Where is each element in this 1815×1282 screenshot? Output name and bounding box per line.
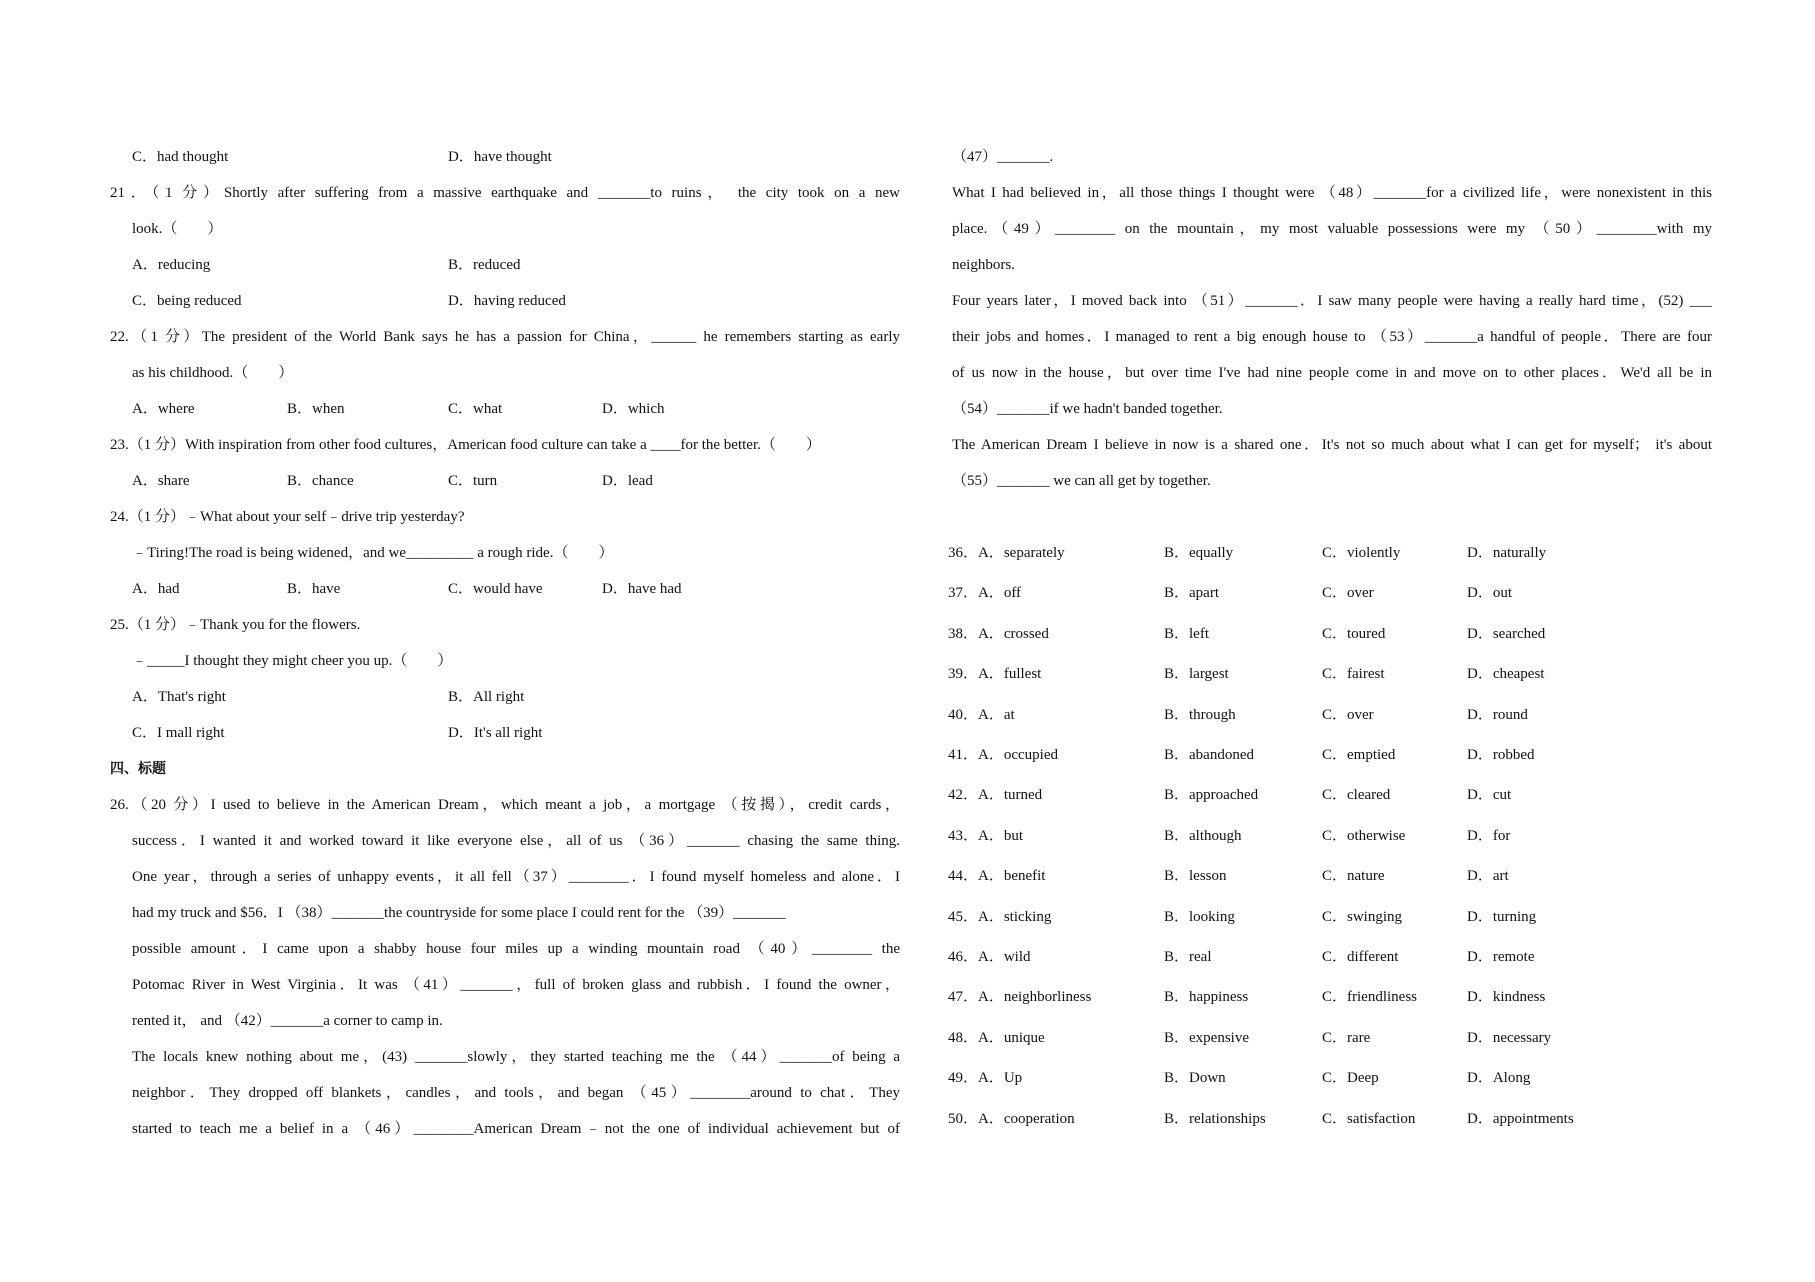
- option-choice-b: B．apart: [1164, 585, 1219, 602]
- passage-line-9: neighbor．They dropped off blankets，candles，and tools，and began （45）________around to chat．They: [132, 1085, 900, 1101]
- table-row: [948, 746, 1748, 764]
- passage-line-15: Four years later，I moved back into （51）_______．I saw many people were having a really hard time，(52) ___: [952, 293, 1712, 309]
- option-number: 45．: [948, 908, 979, 925]
- option-choice-d: D．cheapest: [1467, 666, 1545, 683]
- option-choice-b: B．lesson: [1164, 868, 1227, 885]
- option-choice-c: C．over: [1322, 706, 1374, 723]
- option-number: 41．: [948, 747, 979, 763]
- option-number: 49．: [948, 1070, 979, 1087]
- option-choice-c: C．different: [1322, 949, 1399, 965]
- option-21d: D．having reduced: [448, 293, 566, 309]
- table-row: [948, 1069, 1748, 1087]
- section-heading: 四、标题: [110, 761, 166, 777]
- passage-line-5: possible amount．I came upon a shabby house four miles up a winding mountain road （40）________ the: [132, 941, 900, 957]
- option-choice-c: C．Deep: [1322, 1070, 1379, 1087]
- option-choice-c: C．swinging: [1322, 908, 1403, 925]
- question-21: 21．（1 分）Shortly after suffering from a massive earthquake and _______to ruins， the city took on a new: [110, 185, 900, 201]
- option-23b: B．chance: [287, 473, 354, 489]
- option-choice-c: C．friendliness: [1322, 989, 1417, 1006]
- passage-line-17: of us now in the house，but over time I've had nine people come in and move on to other places．We'd all be in: [952, 365, 1712, 381]
- passage-line-1: 26.（20 分）I used to believe in the American Dream，which meant a job，a mortgage （按揭），credit cards，: [110, 797, 900, 813]
- passage-line-2: success．I wanted it and worked toward it like everyone else，all of us （36）_______ chasing the same thing.: [132, 833, 900, 849]
- option-24c: C．would have: [448, 581, 543, 597]
- passage-line-4: had my truck and $56．I （38）_______the countryside for some place I could rent for the （39）_______: [132, 905, 786, 921]
- option-number: 40．: [948, 706, 979, 723]
- question-25: 25.（1 分）﹣Thank you for the flowers.: [110, 617, 361, 633]
- option-choice-a: A．separately: [978, 545, 1065, 561]
- option-number: 46．: [948, 949, 979, 965]
- option-choice-d: D．remote: [1467, 949, 1535, 965]
- question-22: 22.（1 分）The president of the World Bank says he has a passion for China，______ he remembers starting as early: [110, 329, 900, 345]
- table-row: [948, 948, 1748, 966]
- option-choice-d: D．art: [1467, 868, 1509, 885]
- option-choice-c: C．violently: [1322, 545, 1401, 561]
- table-row: [948, 827, 1748, 845]
- passage-line-18: （54）_______if we hadn't banded together.: [952, 401, 1223, 417]
- option-24b: B．have: [287, 581, 341, 597]
- table-row: [948, 625, 1748, 643]
- passage-line-20: （55）_______ we can all get by together.: [952, 473, 1211, 489]
- option-22c: C．what: [448, 401, 503, 417]
- question-25-cont: ﹣_____I thought they might cheer you up.（ ）: [132, 653, 453, 669]
- option-choice-a: A．off: [978, 585, 1022, 602]
- option-choice-b: B．happiness: [1164, 989, 1249, 1006]
- option-25c: C．I mall right: [132, 725, 225, 741]
- question-22-cont: as his childhood.（ ）: [132, 365, 294, 381]
- option-number: 37．: [948, 585, 979, 602]
- passage-line-16: their jobs and homes．I managed to rent a big enough house to （53）_______a handful of people．There are four: [952, 329, 1712, 345]
- option-20d: D．have thought: [448, 149, 552, 165]
- option-25d: D．It's all right: [448, 725, 543, 741]
- option-choice-b: B．real: [1164, 949, 1212, 965]
- option-24a: A．had: [132, 581, 180, 597]
- option-choice-b: B．equally: [1164, 545, 1234, 561]
- option-25b: B．All right: [448, 689, 525, 705]
- option-choice-d: D．round: [1467, 706, 1528, 723]
- option-25a: A．That's right: [132, 689, 226, 705]
- table-row: [948, 1110, 1748, 1128]
- option-choice-a: A．at: [978, 706, 1015, 723]
- passage-line-19: The American Dream I believe in now is a shared one．It's not so much about what I can get for myself； it's about: [952, 437, 1712, 453]
- option-number: 39．: [948, 666, 979, 683]
- option-number: 43．: [948, 827, 979, 844]
- question-24-cont: ﹣Tiring!The road is being widened，and we_________ a rough ride.（ ）: [132, 545, 614, 561]
- option-choice-b: B．left: [1164, 625, 1209, 642]
- option-choice-c: C．otherwise: [1322, 827, 1406, 844]
- option-22b: B．when: [287, 401, 345, 417]
- option-choice-b: B．relationships: [1164, 1110, 1266, 1127]
- passage-line-11: （47）_______.: [952, 149, 1054, 165]
- option-choice-a: A．unique: [978, 1029, 1045, 1046]
- option-23d: D．lead: [602, 473, 653, 489]
- table-row: [948, 867, 1748, 885]
- option-21a: A．reducing: [132, 257, 211, 273]
- option-24d: D．have had: [602, 581, 682, 597]
- option-choice-b: B．abandoned: [1164, 747, 1254, 763]
- option-22a: A．where: [132, 401, 195, 417]
- option-choice-b: B．approached: [1164, 787, 1259, 804]
- option-choice-d: D．naturally: [1467, 545, 1547, 561]
- question-23: 23.（1 分）With inspiration from other food cultures，American food culture can take a ____for the better.（ ）: [110, 437, 821, 453]
- table-row: [948, 706, 1748, 724]
- option-choice-a: A．sticking: [978, 908, 1052, 925]
- option-number: 48．: [948, 1029, 979, 1046]
- option-choice-d: D．appointments: [1467, 1110, 1574, 1127]
- option-choice-a: A．turned: [978, 787, 1043, 804]
- option-choice-a: A．crossed: [978, 625, 1049, 642]
- option-23a: A．share: [132, 473, 190, 489]
- option-choice-c: C．toured: [1322, 625, 1386, 642]
- table-row: [948, 988, 1748, 1006]
- option-choice-c: C．cleared: [1322, 787, 1391, 804]
- passage-line-7: rented it， and （42）_______a corner to camp in.: [132, 1013, 443, 1029]
- passage-line-13: place.（49）________ on the mountain，my most valuable possessions were my （50）________with my: [952, 221, 1712, 237]
- option-choice-a: A．Up: [978, 1070, 1023, 1087]
- option-number: 44．: [948, 868, 979, 885]
- option-choice-a: A．fullest: [978, 666, 1042, 683]
- passage-line-12: What I had believed in，all those things I thought were （48）_______for a civilized life，were nonexistent in this: [952, 185, 1712, 201]
- option-choice-c: C．nature: [1322, 868, 1385, 885]
- option-number: 42．: [948, 787, 979, 804]
- passage-line-8: The locals knew nothing about me，(43) _______slowly，they started teaching me the （44）_______of being a: [132, 1049, 900, 1065]
- option-choice-d: D．turning: [1467, 908, 1537, 925]
- option-number: 50．: [948, 1110, 979, 1127]
- option-choice-a: A．wild: [978, 949, 1031, 965]
- passage-line-6: Potomac River in West Virginia．It was （41）_______，full of broken glass and rubbish．I found the owner，: [132, 977, 900, 993]
- option-choice-b: B．although: [1164, 827, 1242, 844]
- option-choice-d: D．out: [1467, 585, 1513, 602]
- option-choice-d: D．searched: [1467, 625, 1546, 642]
- passage-line-14: neighbors.: [952, 257, 1015, 273]
- option-choice-b: B．looking: [1164, 908, 1235, 925]
- table-row: [948, 1029, 1748, 1047]
- passage-line-10: started to teach me a belief in a （46）________American Dream﹣not the one of individual achievement but of: [132, 1121, 900, 1137]
- option-20c: C．had thought: [132, 149, 229, 165]
- option-number: 47．: [948, 989, 979, 1006]
- table-row: [948, 584, 1748, 602]
- table-row: [948, 665, 1748, 683]
- option-choice-c: C．satisfaction: [1322, 1110, 1416, 1127]
- table-row: [948, 544, 1748, 562]
- option-choice-d: D．necessary: [1467, 1029, 1552, 1046]
- option-choice-a: A．but: [978, 827, 1024, 844]
- option-choice-a: A．benefit: [978, 868, 1046, 885]
- question-21-cont: look.（ ）: [132, 221, 223, 237]
- option-choice-d: D．cut: [1467, 787, 1512, 804]
- option-choice-d: D．robbed: [1467, 747, 1535, 763]
- option-21b: B．reduced: [448, 257, 521, 273]
- option-choice-b: B．largest: [1164, 666, 1229, 683]
- table-row: [948, 908, 1748, 926]
- option-choice-d: D．Along: [1467, 1070, 1531, 1087]
- option-23c: C．turn: [448, 473, 498, 489]
- answer-options-table: [948, 544, 1748, 1144]
- option-choice-d: D．for: [1467, 827, 1511, 844]
- option-choice-c: C．over: [1322, 585, 1374, 602]
- option-choice-c: C．fairest: [1322, 666, 1385, 683]
- option-choice-d: D．kindness: [1467, 989, 1546, 1006]
- option-choice-b: B．through: [1164, 706, 1236, 723]
- option-choice-c: C．rare: [1322, 1029, 1371, 1046]
- table-row: [948, 786, 1748, 804]
- option-22d: D．which: [602, 401, 665, 417]
- option-choice-a: A．neighborliness: [978, 989, 1092, 1006]
- option-choice-a: A．cooperation: [978, 1110, 1075, 1127]
- option-21c: C．being reduced: [132, 293, 242, 309]
- option-choice-c: C．emptied: [1322, 747, 1396, 763]
- option-choice-b: B．expensive: [1164, 1029, 1249, 1046]
- option-number: 38．: [948, 625, 979, 642]
- passage-line-3: One year，through a series of unhappy events，it all fell（37）________．I found myself homeless and alone．I: [132, 869, 900, 885]
- option-choice-b: B．Down: [1164, 1070, 1226, 1087]
- option-choice-a: A．occupied: [978, 747, 1058, 763]
- question-24: 24.（1 分）﹣What about your self﹣drive trip yesterday?: [110, 509, 465, 525]
- option-number: 36．: [948, 545, 979, 561]
